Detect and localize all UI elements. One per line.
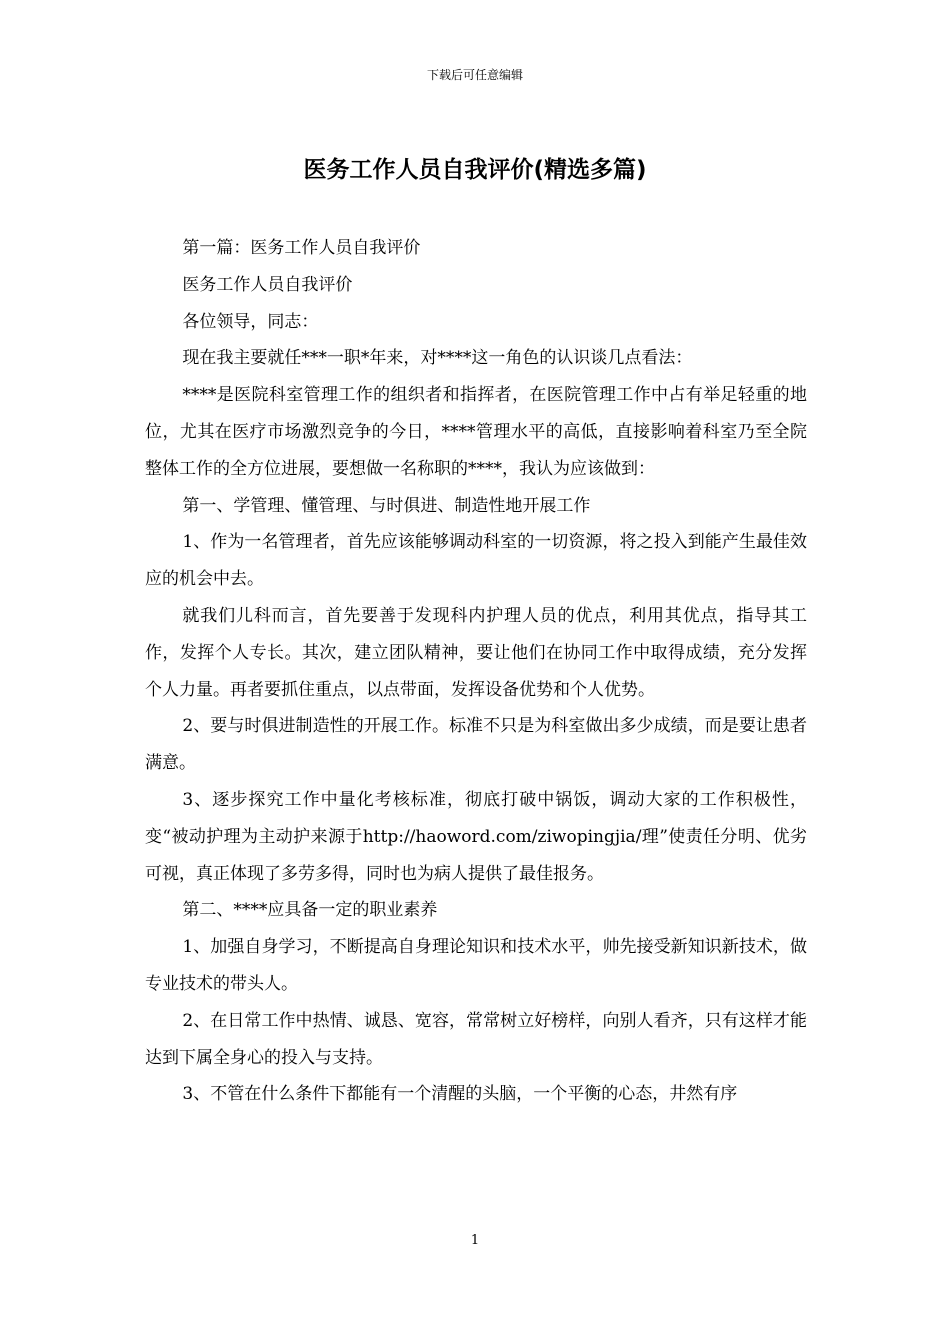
paragraph: 第一篇：医务工作人员自我评价 — [182, 238, 421, 258]
page-number: 1 — [470, 1233, 480, 1248]
paragraph: 就我们儿科而言，首先要善于发现科内护理人员的优点，利用其优点，指导其工作，发挥个人专长。其次，建立团队精神，要让他们在协同工作中取得成绩，充分发挥个人力量。再者要抓住重点，以点带面，发挥设备优势和个人优势。 — [145, 605, 807, 700]
paragraph: 3、逐步探究工作中量化考核标准，彻底打破中锅饭，调动大家的工作积极性，变“被动护理为主动护来源于http://haoword.com/ziwopingjia/理”使责任分明、优劣可视，真正体现了多劳多得，同时也为病人提供了最佳报务。 — [145, 789, 807, 884]
paragraph: 1、加强自身学习，不断提高自身理论知识和技术水平，帅先接受新知识新技术，做专业技术的带头人。 — [145, 937, 807, 994]
header-note: 下载后可任意编辑 — [426, 68, 523, 82]
paragraph: 医务工作人员自我评价 — [182, 274, 353, 295]
document-title: 医务工作人员自我评价(精选多篇) — [303, 157, 647, 183]
paragraph: 现在我主要就任***一职*年来，对****这一角色的认识谈几点看法： — [182, 348, 693, 369]
paragraph: 3、不管在什么条件下都能有一个清醒的头脑，一个平衡的心态，井然有序 — [182, 1084, 738, 1105]
paragraph: 1、作为一名管理者，首先应该能够调动科室的一切资源，将之投入到能产生最佳效应的机会中去。 — [145, 532, 807, 590]
paragraph: ****是医院科室管理工作的组织者和指挥者，在医院管理工作中占有举足轻重的地位，尤其在医疗市场激烈竞争的今日，****管理水平的高低，直接影响着科室乃至全院整体工作的全方位进展，要想做一名称职的****，我认为应该做到： — [145, 385, 807, 479]
paragraph: 第二、****应具备一定的职业素养 — [182, 900, 438, 921]
paragraph: 2、在日常工作中热情、诚恳、宽容，常常树立好榜样，向别人看齐，只有这样才能达到下属全身心的投入与支持。 — [145, 1010, 807, 1068]
paragraph: 各位领导，同志： — [182, 311, 319, 332]
document-body — [145, 230, 807, 1113]
paragraph: 2、要与时俱进制造性的开展工作。标准不只是为科室做出多少成绩，而是要让患者满意。 — [145, 716, 807, 774]
paragraph: 第一、学管理、懂管理、与时俱进、制造性地开展工作 — [182, 495, 591, 516]
